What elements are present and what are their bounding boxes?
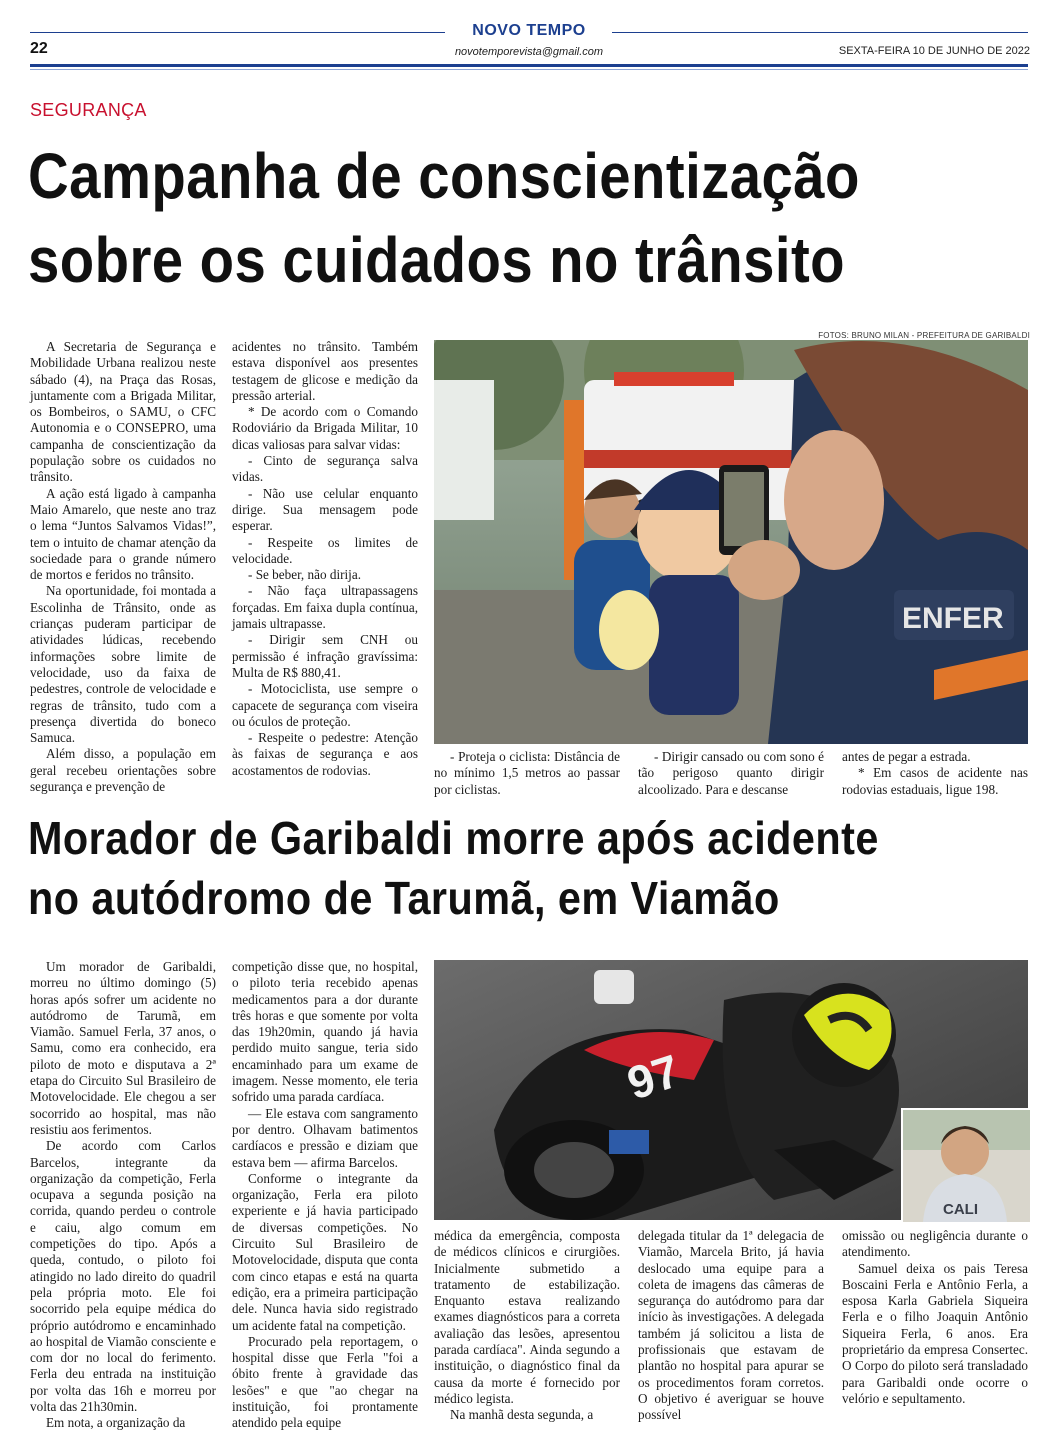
paragraph: De acordo com Carlos Barcelos, integrante da organização da competição, Ferla ocupava a segunda posição na corrida, quando perdeu o controle e caiu, algo comum em competições do tipo. Após a queda, contudo, o piloto foi atingido no lado direito do quadril pela própria moto. Ele foi socorrido pela equipe médica do próprio autódromo e encaminhado ao hospital de Viamão consciente e com dor no local do ferimento. Ferla deu entrada na instituição por volta das 16h e morreu por volta das 21h30min.	[30, 1138, 216, 1415]
paragraph: Conforme o integrante da organização, Ferla era piloto experiente e já havia participado de diversas competições. No Circuito Sul Brasileiro de Motovelocidade, disputa que conta com cinco etapas e está na quarta edição, era a primeira participação dele. Nunca havia sido registrado um acidente fatal na competição.	[232, 1170, 418, 1333]
paragraph: - Proteja o ciclista: Distância de no mínimo 1,5 metros ao passar por ciclistas.	[434, 749, 620, 797]
paragraph: * Em casos de acidente nas rodovias estaduais, ligue 198.	[842, 765, 1028, 797]
campaign-photo	[434, 340, 1028, 744]
paragraph: competição disse que, no hospital, o piloto teria recebido apenas medicamentos para a dor durante três horas e que somente por volta das 19h20min, quando já havia perdido muito sangue, teria sido encaminhado para um exame de imagem. Nesse momento, ele teria sofrido uma parada cardíaca.	[232, 959, 418, 1105]
paragraph: - Cinto de segurança salva vidas.	[232, 453, 418, 485]
shirt-text: CALI	[943, 1201, 978, 1218]
paragraph: Na manhã desta segunda, a	[450, 1407, 594, 1423]
article1-column-2	[232, 339, 418, 779]
paragraph: médica da emergência, composta de médicos clínicos e cirurgiões. Inicialmente submetido a tratamento de estabilização. Enquanto estava realizando exames diagnósticos para a correta avaliação das lesões, apresentou parada cardíaca". Ainda segundo a instituição, o diagnóstico final da causa da morte é fornecido por médico legista.	[434, 1228, 620, 1406]
article2-headline-line1: Morador de Garibaldi morre após acidente	[28, 812, 879, 864]
article1-column-4	[638, 749, 824, 798]
header-rule	[30, 64, 1028, 67]
article1-column-3	[434, 749, 620, 798]
paragraph: - Dirigir cansado ou com sono é tão perigoso quanto dirigir alcoolizado. Para e descanse	[638, 749, 824, 797]
paragraph: - Não use celular enquanto dirige. Sua mensagem pode esperar.	[232, 485, 418, 534]
campaign-photo-illustration	[434, 340, 1028, 744]
paragraph: Procurado pela reportagem, o hospital disse que Ferla "foi a óbito frente à gravidade das lesões" e que "ao chegar na instituição, foi prontamente atendido pela equipe	[232, 1333, 418, 1431]
photo-credit: FOTOS: BRUNO MILAN - PREFEITURA DE GARIBALDI	[818, 331, 1030, 340]
masthead-title: NOVO TEMPO	[472, 22, 586, 39]
article1-headline	[28, 134, 1022, 302]
masthead-email: novotemporevista@gmail.com	[454, 46, 604, 58]
paragraph: A Secretaria de Segurança e Mobilidade Urbana realizou neste sábado (4), na Praça das Rosas, juntamente com a Brigada Militar, os Bombeiros, o SAMU, o CFC Autonomia e o CONSEPRO, uma campanha de conscientização da população sobre os cuidados no trânsito.	[30, 339, 216, 485]
paragraph: antes de pegar a estrada.	[842, 749, 971, 764]
article2-headline-line2: no autódromo de Tarumã, em Viamão	[28, 872, 780, 924]
paragraph: - Respeite o pedestre: Atenção às faixas de segurança e aos acostamentos de rodovias.	[232, 730, 418, 778]
paragraph: Em nota, a organização da	[46, 1415, 186, 1431]
paragraph: - Dirigir sem CNH ou permissão é infração gravíssima: Multa de R$ 880,41.	[232, 632, 418, 680]
paragraph: Um morador de Garibaldi, morreu no último domingo (5) horas após sofrer um acidente no autódromo de Tarumã, em Viamão. Samuel Ferla, 37 anos, o Samu, como era conhecido, era piloto de moto e disputava a 2ª etapa do Circuito Sul Brasileiro de Motovelocidade. Ele chegou a ser socorrido ao hospital, mas não resistiu aos ferimentos.	[30, 959, 216, 1137]
page-number: 22	[30, 40, 48, 57]
vest-text: ENFER	[902, 602, 1004, 635]
header-rule-thin	[30, 69, 1028, 70]
article2-headline	[28, 808, 1036, 928]
article1-headline-line1: Campanha de conscientização	[28, 140, 860, 212]
article2-column-5	[842, 1228, 1028, 1407]
paragraph: * De acordo com o Comando Rodoviário da Brigada Militar, 10 dicas valiosas para salvar vidas:	[232, 404, 418, 452]
article2-column-1	[30, 959, 216, 1432]
paragraph: - Motociclista, use sempre o capacete de segurança com viseira ou óculos de proteção.	[232, 681, 418, 729]
victim-portrait	[901, 1108, 1030, 1222]
paragraph: - Se beber, não dirija.	[248, 567, 361, 583]
paragraph: A ação está ligado à campanha Maio Amarelo, que neste ano traz o lema “Juntos Salvamos Vidas!”, tem o intuito de chamar atenção da sociedade para o grande número de mortos e feridos no trânsito.	[30, 485, 216, 583]
paragraph: — Ele estava com sangramento por dentro. Olhavam batimentos cardíacos e pressão e diziam que estava bem — afirma Barcelos.	[232, 1105, 418, 1170]
paragraph: omissão ou negligência durante o atendimento.	[842, 1228, 1028, 1260]
paragraph: Na oportunidade, foi montada a Escolinha de Trânsito, onde as crianças puderam participar de atividades lúdicas, recebendo informações sobre limite de velocidade, uso da faixa de pedestres, controle de velocidade e regras de trânsito, tudo com a presença divertida do boneco Samuca.	[30, 583, 216, 746]
paragraph: - Respeite os limites de velocidade.	[232, 534, 418, 566]
bike-number: 97	[621, 1044, 686, 1110]
victim-portrait-illustration	[903, 1110, 1030, 1222]
article1-column-5	[842, 749, 1028, 798]
paragraph: Samuel deixa os pais Teresa Boscaini Ferla e Antônio Ferla, a esposa Karla Gabriela Siqueira Ferla e o filho Joaquin Antônio Siqueira Ferla, 6 anos. Era proprietário da empresa Consertec. O Corpo do piloto será transladado para Garibaldi onde ocorre o velório e sepultamento.	[842, 1260, 1028, 1406]
section-label: SEGURANÇA	[30, 100, 147, 120]
paragraph: Além disso, a população em geral recebeu orientações sobre segurança e prevenção de	[30, 746, 216, 795]
article2-column-4	[638, 1228, 824, 1424]
paragraph: - Não faça ultrapassagens forçadas. Em faixa dupla contínua, jamais ultrapasse.	[232, 583, 418, 632]
paragraph: acidentes no trânsito. Também estava disponível aos presentes testagem de glicose e medição da pressão arterial.	[232, 339, 418, 403]
paragraph: delegada titular da 1ª delegacia de Viamão, Marcela Brito, já havia deslocado uma equipe para a coleta de imagens das câmeras de segurança do autódromo para dar início às investigações. A delegada também já solicitou a lista de profissionais que estavam de plantão no hospital para apurar se os procedimentos foram corretos. O objetivo é averiguar se houve possível	[638, 1228, 824, 1423]
article2-column-2	[232, 959, 418, 1432]
article1-headline-line2: sobre os cuidados no trânsito	[28, 224, 845, 296]
article1-column-1	[30, 339, 216, 795]
issue-date: SEXTA-FEIRA 10 DE JUNHO DE 2022	[838, 45, 1030, 57]
article2-column-3	[434, 1228, 620, 1424]
